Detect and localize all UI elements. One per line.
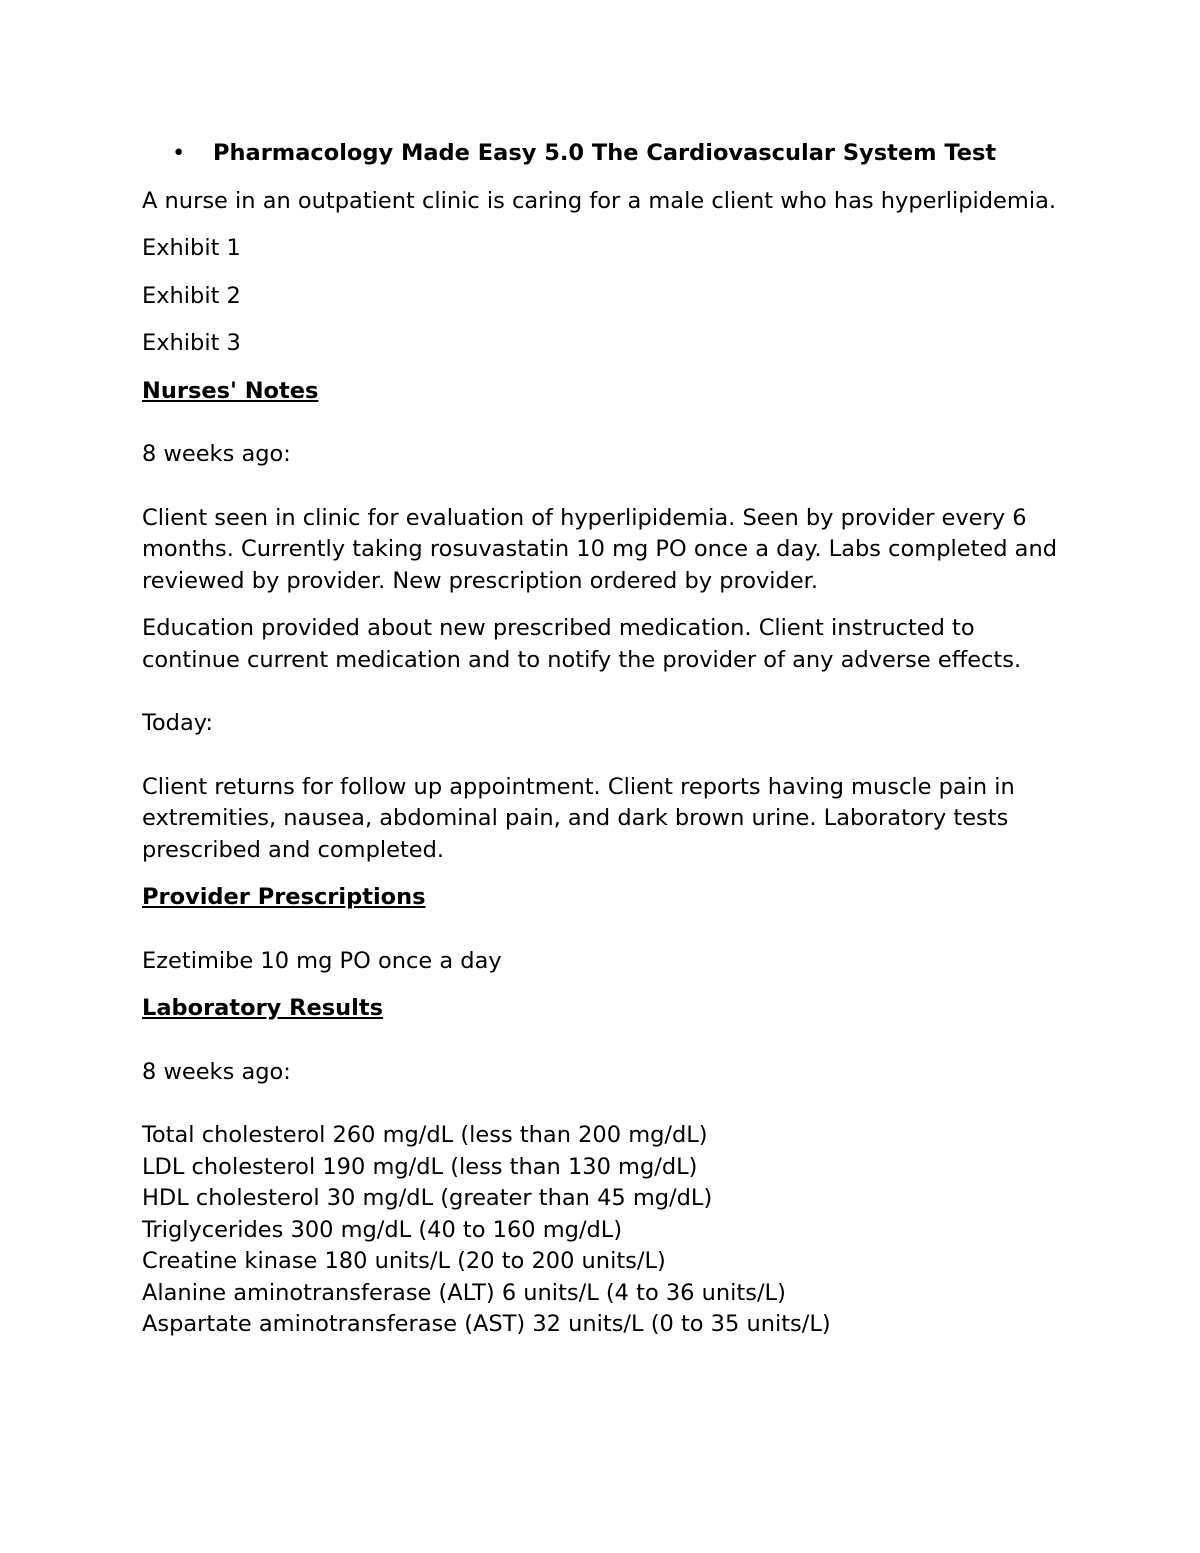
intro-text: A nurse in an outpatient clinic is caring for a male client who has hyperlipidemia. [142,187,1057,214]
title-row [142,138,1072,170]
nurses-notes-today-label: Today: [142,710,214,736]
lab-result-triglycerides: Triglycerides 300 mg/dL (40 to 160 mg/dL) [142,1216,623,1243]
nurses-notes-today-paragraph: Client returns for follow up appointment. Client reports having muscle pain in extremities, nausea, abdominal pain, and dark brown urine. Laboratory tests prescribed and completed. [142,773,1015,863]
provider-prescriptions-heading: Provider Prescriptions [142,884,426,910]
exhibit-2-link[interactable]: Exhibit 2 [142,282,241,309]
document-page [142,138,1072,1341]
nurses-notes-past-paragraph-1: Client seen in clinic for evaluation of hyperlipidemia. Seen by provider every 6 months. Currently taking rosuvastatin 10 mg PO once a day. Labs completed and reviewed by provider. New prescription ordered by provider. [142,504,1058,594]
exhibit-1-link[interactable]: Exhibit 1 [142,235,241,261]
document-title: Pharmacology Made Easy 5.0 The Cardiovascular System Test [213,140,997,166]
nurses-notes-past-label: 8 weeks ago: [142,441,291,467]
exhibit-3-link[interactable]: Exhibit 3 [142,330,241,356]
laboratory-results-past-label: 8 weeks ago: [142,1058,291,1085]
lab-results-list [142,1120,1072,1341]
nurses-notes-heading: Nurses' Notes [142,377,319,404]
lab-result-ldl-cholesterol: LDL cholesterol 190 mg/dL (less than 130 mg/dL) [142,1153,698,1180]
bullet-point: • [172,140,186,166]
lab-result-hdl-cholesterol: HDL cholesterol 30 mg/dL (greater than 45 mg/dL) [142,1185,713,1211]
prescription-item: Ezetimibe 10 mg PO once a day [142,947,502,974]
lab-result-alt: Alanine aminotransferase (ALT) 6 units/L (4 to 36 units/L) [142,1279,786,1306]
nurses-notes-past-paragraph-2: Education provided about new prescribed medication. Client instructed to continue current medication and to notify the provider of any adverse effects. [142,615,1022,673]
lab-result-ast: Aspartate aminotransferase (AST) 32 units/L (0 to 35 units/L) [142,1311,831,1337]
lab-result-total-cholesterol: Total cholesterol 260 mg/dL (less than 200 mg/dL) [142,1122,708,1148]
lab-result-creatine-kinase: Creatine kinase 180 units/L (20 to 200 units/L) [142,1248,666,1274]
laboratory-results-heading: Laboratory Results [142,995,384,1021]
